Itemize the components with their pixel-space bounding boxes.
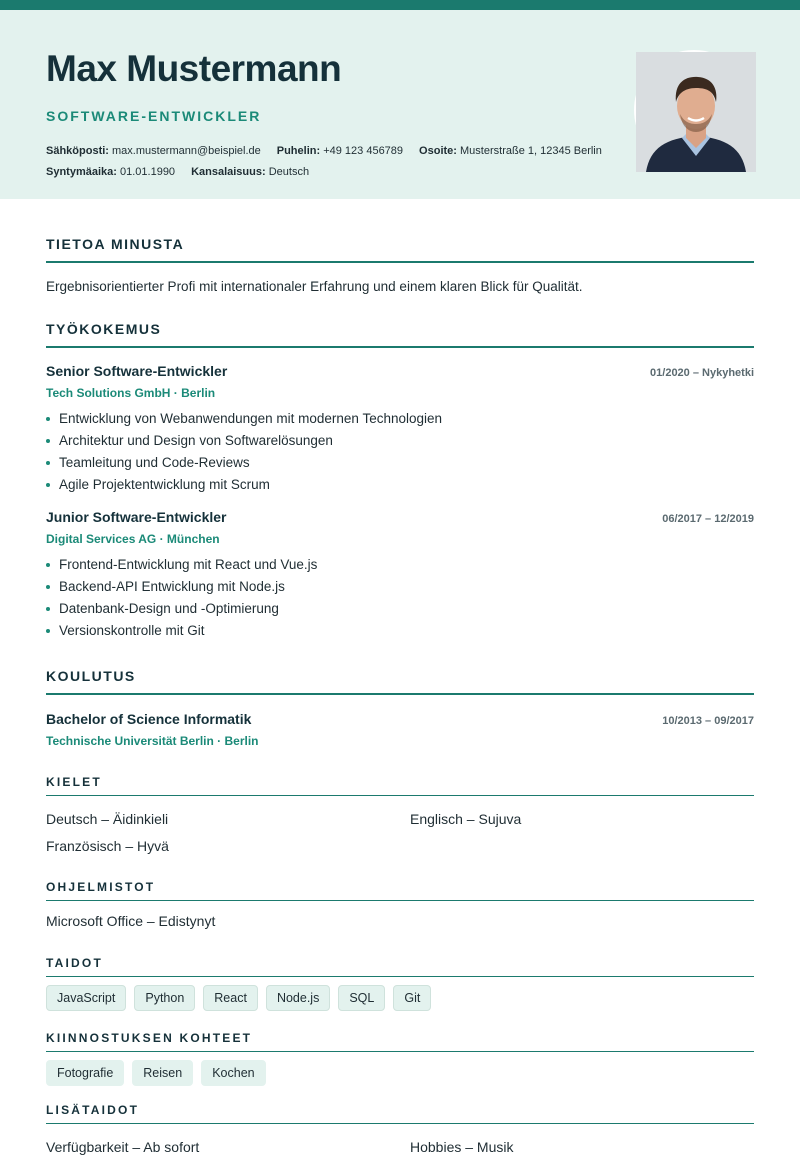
interest-tag: Fotografie xyxy=(46,1060,124,1086)
duty-text: Datenbank-Design und -Optimierung xyxy=(59,601,279,616)
education-header xyxy=(46,711,754,727)
nationality-label: Kansalaisuus: xyxy=(191,166,266,178)
job-header xyxy=(46,363,754,379)
language-item: Englisch – Sujuva xyxy=(410,811,522,827)
list-item xyxy=(46,598,754,620)
address-item xyxy=(419,141,602,162)
list-item xyxy=(46,576,754,598)
interests-tags xyxy=(46,1060,754,1086)
about-heading: TIETOA MINUSTA xyxy=(46,236,754,263)
job-duties xyxy=(46,554,754,642)
interests-section xyxy=(46,1031,754,1086)
language-item: Deutsch – Äidinkieli xyxy=(46,811,169,827)
skill-tag: React xyxy=(203,985,258,1011)
job-company: Digital Services AG · München xyxy=(46,532,220,546)
skills-tags xyxy=(46,985,754,1011)
duty-text: Frontend-Entwicklung mit React und Vue.js xyxy=(59,557,318,572)
list-item xyxy=(46,620,754,642)
job-header xyxy=(46,509,754,525)
bullet-icon xyxy=(46,417,50,421)
skill-tag: Python xyxy=(134,985,195,1011)
education-entry xyxy=(46,711,754,748)
education-date: 10/2013 – 09/2017 xyxy=(662,715,754,727)
education-heading: KOULUTUS xyxy=(46,668,754,695)
list-item xyxy=(46,474,754,496)
cv-body xyxy=(0,236,800,1161)
language-item: Französisch – Hyvä xyxy=(46,838,169,854)
about-section xyxy=(46,236,754,294)
list-item xyxy=(46,408,754,430)
job-duties xyxy=(46,408,754,496)
address-value: Musterstraße 1, 12345 Berlin xyxy=(460,145,602,157)
degree-title: Bachelor of Science Informatik xyxy=(46,711,252,727)
skills-heading: TAIDOT xyxy=(46,956,754,977)
skill-tag: Git xyxy=(393,985,431,1011)
address-label: Osoite: xyxy=(419,145,457,157)
job-title: SOFTWARE-ENTWICKLER xyxy=(46,108,262,124)
software-heading: OHJELMISTOT xyxy=(46,880,754,901)
job-position: Senior Software-Entwickler xyxy=(46,363,228,379)
languages-section xyxy=(46,775,754,860)
email-value: max.mustermann@beispiel.de xyxy=(112,145,261,157)
duty-text: Backend-API Entwicklung mit Node.js xyxy=(59,579,285,594)
duty-text: Teamleitung und Code-Reviews xyxy=(59,455,250,470)
list-item xyxy=(46,430,754,452)
job-company: Tech Solutions GmbH · Berlin xyxy=(46,386,216,400)
bullet-icon xyxy=(46,607,50,611)
skill-tag: SQL xyxy=(338,985,385,1011)
birthdate-item xyxy=(46,162,175,183)
phone-item xyxy=(277,141,403,162)
bullet-icon xyxy=(46,483,50,487)
list-item xyxy=(46,554,754,576)
top-accent-bar xyxy=(0,0,800,10)
nationality-value: Deutsch xyxy=(268,166,310,178)
bullet-icon xyxy=(46,629,50,633)
job-entry xyxy=(46,509,754,642)
email-item xyxy=(46,141,261,162)
about-text: Ergebnisorientierter Profi mit internationaler Erfahrung und einem klaren Blick für Qualität. xyxy=(46,279,583,294)
skill-tag: Node.js xyxy=(266,985,330,1011)
duty-text: Versionskontrolle mit Git xyxy=(59,623,205,638)
languages-list xyxy=(46,806,754,860)
job-date: 01/2020 – Nykyhetki xyxy=(650,367,754,379)
duty-text: Agile Projektentwicklung mit Scrum xyxy=(59,477,270,492)
work-heading: TYÖKOKEMUS xyxy=(46,321,754,348)
education-section xyxy=(46,668,754,748)
additional-skill-item: Verfügbarkeit – Ab sofort xyxy=(46,1139,200,1155)
bullet-icon xyxy=(46,461,50,465)
profile-photo-image xyxy=(636,52,756,172)
interests-heading: KIINNOSTUKSEN KOHTEET xyxy=(46,1031,754,1052)
profile-photo xyxy=(634,50,754,170)
skill-tag: JavaScript xyxy=(46,985,126,1011)
birthdate-label: Syntymäaika: xyxy=(46,166,117,178)
duty-text: Architektur und Design von Softwarelösungen xyxy=(59,433,333,448)
job-position: Junior Software-Entwickler xyxy=(46,509,227,525)
nationality-item xyxy=(191,162,309,183)
interest-tag: Reisen xyxy=(132,1060,193,1086)
job-date: 06/2017 – 12/2019 xyxy=(662,513,754,525)
languages-heading: KIELET xyxy=(46,775,754,796)
interest-tag: Kochen xyxy=(201,1060,265,1086)
list-item xyxy=(46,452,754,474)
bullet-icon xyxy=(46,563,50,567)
skills-section xyxy=(46,956,754,1011)
additional-skills-section xyxy=(46,1103,754,1161)
additional-skill-item: Hobbies – Musik xyxy=(410,1139,514,1155)
email-label: Sähköposti: xyxy=(46,145,109,157)
bullet-icon xyxy=(46,439,50,443)
software-item: Microsoft Office – Edistynyt xyxy=(46,913,216,929)
birthdate-value: 01.01.1990 xyxy=(120,166,176,178)
phone-value: +49 123 456789 xyxy=(323,145,404,157)
software-section xyxy=(46,880,754,931)
cv-header xyxy=(0,10,800,199)
additional-skills-list xyxy=(46,1134,754,1161)
person-name: Max Mustermann xyxy=(46,48,342,89)
phone-label: Puhelin: xyxy=(276,145,321,157)
education-institution: Technische Universität Berlin · Berlin xyxy=(46,734,259,748)
job-entry xyxy=(46,363,754,496)
additional-skills-heading: LISÄTAIDOT xyxy=(46,1103,754,1124)
duty-text: Entwicklung von Webanwendungen mit modernen Technologien xyxy=(59,411,443,426)
bullet-icon xyxy=(46,585,50,589)
work-section xyxy=(46,321,754,642)
